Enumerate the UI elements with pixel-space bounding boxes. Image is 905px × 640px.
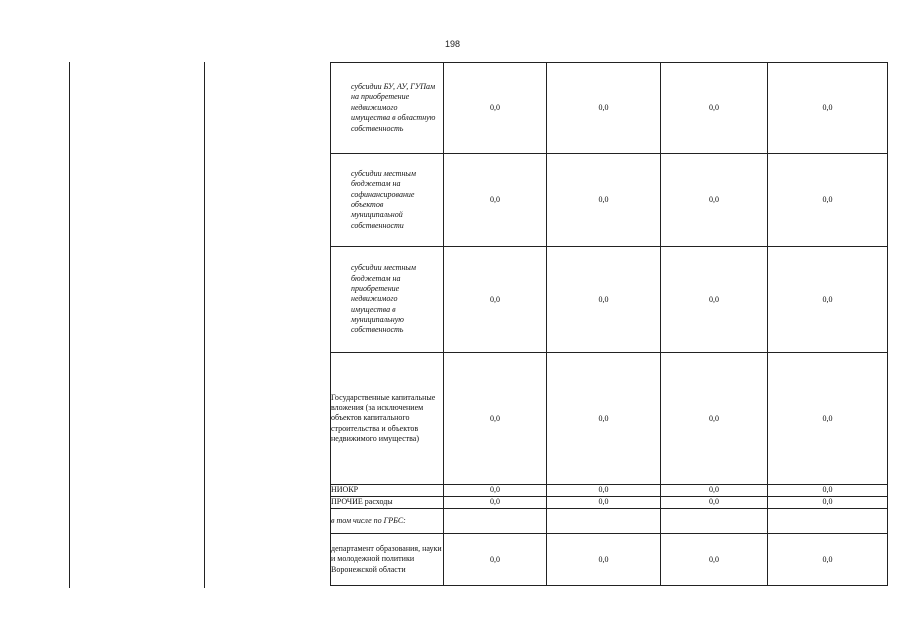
left-column-border	[69, 62, 70, 588]
value-cell: 0,0	[768, 63, 888, 154]
table-row	[331, 497, 888, 509]
value-cell: 0,0	[444, 353, 547, 485]
value-cell: 0,0	[768, 485, 888, 497]
value-cell	[661, 509, 768, 534]
value-cell: 0,0	[768, 353, 888, 485]
value-cell: 0,0	[661, 353, 768, 485]
value-cell	[444, 509, 547, 534]
table-row	[331, 63, 888, 154]
value-cell: 0,0	[444, 154, 547, 247]
row-label: субсидии местным бюджетам на софинансирование объектов муниципальной собственности	[331, 154, 444, 247]
value-cell: 0,0	[444, 247, 547, 353]
table-row	[331, 534, 888, 586]
value-cell: 0,0	[547, 154, 661, 247]
value-cell: 0,0	[547, 353, 661, 485]
value-cell: 0,0	[547, 63, 661, 154]
value-cell: 0,0	[768, 247, 888, 353]
value-cell: 0,0	[547, 497, 661, 509]
value-cell	[768, 509, 888, 534]
row-label: НИОКР	[331, 485, 444, 497]
value-cell: 0,0	[444, 485, 547, 497]
page-number: 198	[444, 39, 461, 49]
row-label: департамент образования, науки и молодежной политики Воронежской области	[331, 534, 444, 586]
value-cell: 0,0	[661, 497, 768, 509]
value-cell: 0,0	[661, 534, 768, 586]
row-label: ПРОЧИЕ расходы	[331, 497, 444, 509]
row-label: в том числе по ГРБС:	[331, 509, 444, 534]
middle-column-border	[204, 62, 205, 588]
value-cell: 0,0	[547, 534, 661, 586]
row-label: Государственные капитальные вложения (за исключением объектов капитального строительства и объектов недвижимого имущества)	[331, 353, 444, 485]
value-cell: 0,0	[661, 63, 768, 154]
value-cell: 0,0	[444, 534, 547, 586]
table-row	[331, 485, 888, 497]
value-cell	[547, 509, 661, 534]
row-label: субсидии местным бюджетам на приобретение недвижимого имущества в муниципальную собственность	[331, 247, 444, 353]
table-row	[331, 154, 888, 247]
expenditure-table	[330, 62, 888, 586]
value-cell: 0,0	[444, 63, 547, 154]
value-cell: 0,0	[768, 534, 888, 586]
value-cell: 0,0	[547, 247, 661, 353]
value-cell: 0,0	[768, 154, 888, 247]
table-row	[331, 353, 888, 485]
value-cell: 0,0	[768, 497, 888, 509]
value-cell: 0,0	[444, 497, 547, 509]
row-label: субсидии БУ, АУ, ГУПам на приобретение недвижимого имущества в областную собственность	[331, 63, 444, 154]
value-cell: 0,0	[547, 485, 661, 497]
value-cell: 0,0	[661, 247, 768, 353]
table-row	[331, 247, 888, 353]
table-row	[331, 509, 888, 534]
value-cell: 0,0	[661, 154, 768, 247]
value-cell: 0,0	[661, 485, 768, 497]
